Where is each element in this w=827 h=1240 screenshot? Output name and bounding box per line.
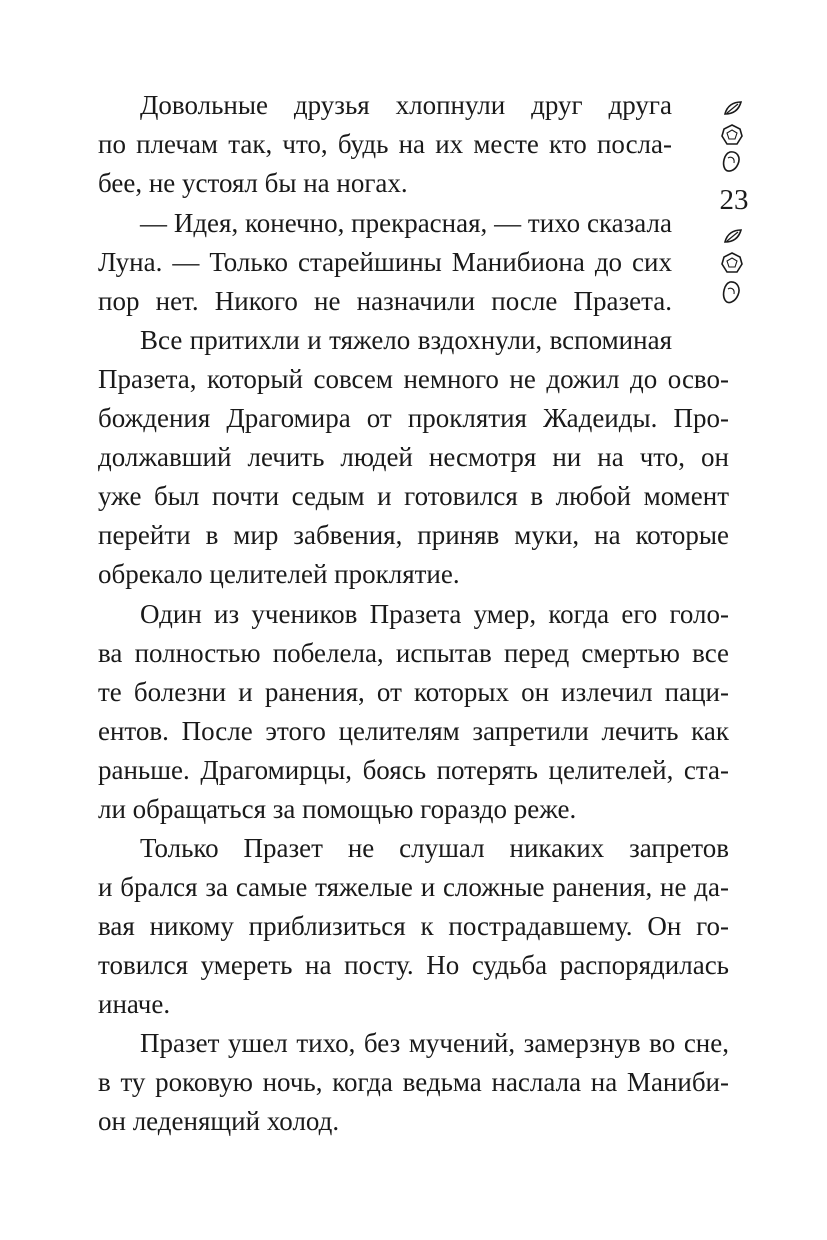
- gem-oval-icon: [722, 280, 742, 306]
- text-line: должавший лечить людей несмотря ни на что, он: [98, 442, 729, 472]
- text-line: Один из учеников Празета умер, когда его голо-: [140, 599, 729, 629]
- text-line: пор нет. Никого не назначили после Празета.: [98, 286, 672, 316]
- text-line: Все притихли и тяжело вздохнули, вспоминая: [140, 325, 672, 355]
- gem-round-icon: [721, 252, 743, 274]
- text-line: ли обращаться за помощью гораздо реже.: [98, 794, 577, 824]
- text-line: в ту роковую ночь, когда ведьма наслала на Маниби-: [98, 1067, 729, 1097]
- text-line: бождения Драгомира от проклятия Жадеиды. Про-: [98, 403, 729, 433]
- leaf-icon: [723, 100, 743, 118]
- gem-round-icon: [721, 124, 743, 146]
- text-line: Празета, который совсем немного не дожил до осво-: [98, 364, 729, 394]
- leaf-icon: [723, 228, 743, 246]
- text-line: раньше. Драгомирцы, боясь потерять целителей, ста-: [98, 755, 729, 785]
- text-line: по плечам так, что, будь на их месте кто посла-: [98, 129, 672, 159]
- text-line: уже был почти седым и готовился в любой момент: [98, 481, 729, 511]
- text-line: те болезни и ранения, от которых он излечил паци-: [98, 677, 729, 707]
- text-line: Только Празет не слушал никаких запретов: [140, 833, 729, 863]
- text-line: — Идея, конечно, прекрасная, — тихо сказала: [140, 208, 672, 238]
- text-line: Луна. — Только старейшины Манибиона до сих: [98, 247, 672, 277]
- text-line: и брался за самые тяжелые и сложные ранения, не да-: [98, 872, 729, 902]
- text-line: Довольные друзья хлопнули друг друга: [140, 90, 672, 120]
- text-line: ва полностью побелела, испытав перед смертью все: [98, 638, 729, 668]
- gem-oval-icon: [722, 150, 742, 174]
- text-line: он леденящий холод.: [98, 1106, 340, 1136]
- text-line: товился умереть на посту. Но судьба распорядилась: [98, 950, 729, 980]
- text-line: вая никому приблизиться к пострадавшему. Он го-: [98, 911, 729, 941]
- text-line: бее, не устоял бы на ногах.: [98, 168, 408, 198]
- text-line: обрекало целителей проклятие.: [98, 559, 460, 589]
- text-line: иначе.: [98, 989, 171, 1019]
- text-line: ентов. После этого целителям запретили лечить как: [98, 716, 729, 746]
- text-line: Празет ушел тихо, без мучений, замерзнув во сне,: [140, 1028, 729, 1058]
- text-line: перейти в мир забвения, приняв муки, на которые: [98, 520, 729, 550]
- page-number: 23: [719, 184, 749, 216]
